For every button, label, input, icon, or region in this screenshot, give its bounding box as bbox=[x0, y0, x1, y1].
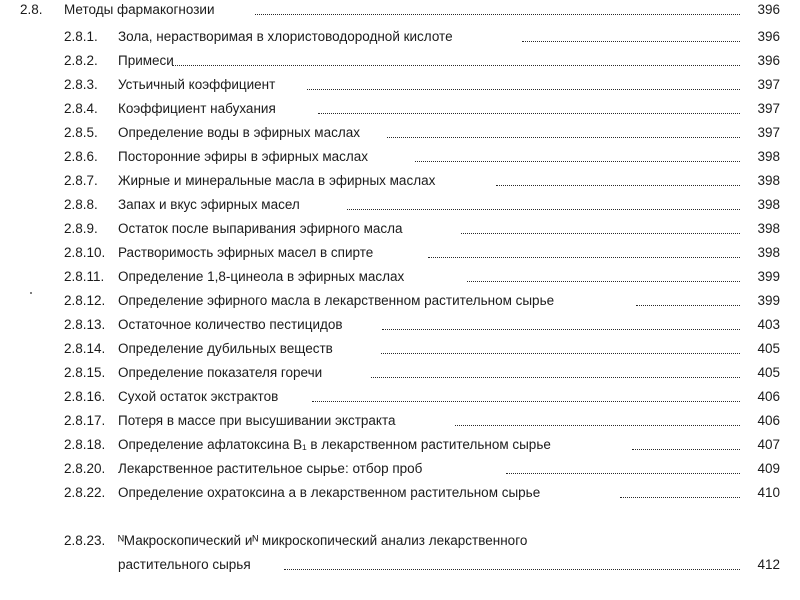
page-number: 406 bbox=[757, 389, 780, 404]
toc-entry bbox=[64, 363, 780, 383]
page-number: 410 bbox=[757, 485, 780, 500]
entry-title: Определение эфирного масла в лекарственном растительном сырье bbox=[118, 293, 555, 308]
leader-dots bbox=[382, 329, 740, 330]
toc-entry bbox=[64, 219, 780, 239]
entry-number: 2.8.20. bbox=[64, 461, 106, 476]
page-number: 405 bbox=[757, 365, 780, 380]
entry-number: 2.8.16. bbox=[64, 389, 106, 404]
leader-dots bbox=[461, 233, 740, 234]
page-number: 396 bbox=[757, 29, 780, 44]
leader-dots bbox=[347, 209, 740, 210]
stray-mark bbox=[30, 292, 32, 294]
toc-entry-continuation bbox=[64, 555, 780, 575]
entry-title: Потеря в массе при высушивании экстракта bbox=[118, 413, 396, 428]
page-number: 407 bbox=[757, 437, 780, 452]
section-title: Методы фармакогнозии bbox=[64, 2, 215, 17]
leader-dots bbox=[496, 185, 740, 186]
entry-title: ᴺМакроскопический иᴺ микроскопический анализ лекарственного bbox=[118, 533, 528, 548]
leader-dots bbox=[455, 425, 740, 426]
entry-number: 2.8.13. bbox=[64, 317, 106, 332]
entry-title: Запах и вкус эфирных масел bbox=[118, 197, 300, 212]
leader-dots bbox=[312, 401, 740, 402]
leader-dots bbox=[428, 257, 740, 258]
toc-entry bbox=[64, 27, 780, 47]
entry-title: Жирные и минеральные масла в эфирных маслах bbox=[118, 173, 436, 188]
entry-title: Определение воды в эфирных маслах bbox=[118, 125, 360, 140]
entry-number: 2.8.22. bbox=[64, 485, 106, 500]
page-number: 399 bbox=[757, 293, 780, 308]
entry-title: Коэффициент набухания bbox=[118, 101, 276, 116]
entry-number: 2.8.2. bbox=[64, 53, 98, 68]
entry-number: 2.8.23. bbox=[64, 533, 106, 548]
toc-entry bbox=[64, 291, 780, 311]
leader-dots bbox=[371, 377, 740, 378]
entry-title: Остаток после выпаривания эфирного масла bbox=[118, 221, 403, 236]
leader-dots bbox=[620, 497, 740, 498]
toc-section-row bbox=[20, 0, 780, 20]
leader-dots bbox=[415, 161, 740, 162]
page-number: 409 bbox=[757, 461, 780, 476]
leader-dots bbox=[506, 473, 740, 474]
page-number: 397 bbox=[757, 101, 780, 116]
page-number: 397 bbox=[757, 77, 780, 92]
leader-dots bbox=[307, 89, 740, 90]
toc-entry bbox=[64, 315, 780, 335]
entry-number: 2.8.4. bbox=[64, 101, 98, 116]
toc-entry bbox=[64, 123, 780, 143]
entry-title: Определение 1,8-цинеола в эфирных маслах bbox=[118, 269, 405, 284]
page-number: 406 bbox=[757, 413, 780, 428]
leader-dots bbox=[632, 449, 740, 450]
entry-title: Определение дубильных веществ bbox=[118, 341, 333, 356]
entry-number: 2.8.9. bbox=[64, 221, 98, 236]
toc-entry bbox=[64, 75, 780, 95]
entry-title: Остаточное количество пестицидов bbox=[118, 317, 343, 332]
page-number: 398 bbox=[757, 149, 780, 164]
entry-number: 2.8.11. bbox=[64, 269, 105, 284]
page-number: 403 bbox=[757, 317, 780, 332]
entry-number: 2.8.18. bbox=[64, 437, 106, 452]
toc-entry bbox=[64, 171, 780, 191]
page-number: 398 bbox=[757, 197, 780, 212]
entry-number: 2.8.7. bbox=[64, 173, 98, 188]
entry-number: 2.8.6. bbox=[64, 149, 98, 164]
entry-title: Зола, нерастворимая в хлористоводородной кислоте bbox=[118, 29, 453, 44]
toc-entry bbox=[64, 387, 780, 407]
entry-title: Растворимость эфирных масел в спирте bbox=[118, 245, 374, 260]
entry-number: 2.8.12. bbox=[64, 293, 106, 308]
leader-dots bbox=[381, 353, 740, 354]
entry-title-continuation: растительного сырья bbox=[118, 557, 251, 572]
entry-title: Определение афлатоксина B₁ в лекарственном растительном сырье bbox=[118, 437, 551, 452]
toc-entry bbox=[64, 147, 780, 167]
leader-dots bbox=[387, 137, 740, 138]
toc-entry bbox=[64, 243, 780, 263]
entry-number: 2.8.17. bbox=[64, 413, 106, 428]
page-number: 396 bbox=[757, 53, 780, 68]
entry-number: 2.8.15. bbox=[64, 365, 106, 380]
leader-dots bbox=[318, 113, 740, 114]
toc-entry bbox=[64, 531, 780, 551]
entry-number: 2.8.5. bbox=[64, 125, 98, 140]
entry-number: 2.8.8. bbox=[64, 197, 98, 212]
toc-entry bbox=[64, 435, 780, 455]
entry-title: Устьичный коэффициент bbox=[118, 77, 276, 92]
toc-entry bbox=[64, 339, 780, 359]
leader-dots bbox=[255, 14, 740, 15]
toc-entry bbox=[64, 99, 780, 119]
entry-number: 2.8.14. bbox=[64, 341, 106, 356]
toc-entry bbox=[64, 483, 780, 503]
leader-dots bbox=[467, 281, 740, 282]
leader-dots bbox=[284, 569, 740, 570]
leader-dots bbox=[636, 305, 740, 306]
entry-title: Примеси bbox=[118, 53, 174, 68]
entry-number: 2.8.10. bbox=[64, 245, 106, 260]
toc-entry bbox=[64, 459, 780, 479]
entry-number: 2.8.1. bbox=[64, 29, 98, 44]
leader-dots bbox=[522, 41, 740, 42]
toc-entry bbox=[64, 411, 780, 431]
section-number: 2.8. bbox=[20, 2, 43, 17]
page-number: 399 bbox=[757, 269, 780, 284]
entry-title: Сухой остаток экстрактов bbox=[118, 389, 279, 404]
page-number: 396 bbox=[757, 2, 780, 17]
toc-entry bbox=[64, 267, 780, 287]
toc-entry bbox=[64, 51, 780, 71]
page-number: 412 bbox=[757, 557, 780, 572]
entry-title: Определение охратоксина а в лекарственном растительном сырье bbox=[118, 485, 541, 500]
page-number: 398 bbox=[757, 221, 780, 236]
page-number: 398 bbox=[757, 173, 780, 188]
page-number: 397 bbox=[757, 125, 780, 140]
entry-title: Посторонние эфиры в эфирных маслах bbox=[118, 149, 369, 164]
page-number: 398 bbox=[757, 245, 780, 260]
entry-title: Определение показателя горечи bbox=[118, 365, 323, 380]
entry-number: 2.8.3. bbox=[64, 77, 98, 92]
toc-entry bbox=[64, 195, 780, 215]
leader-dots bbox=[172, 65, 740, 66]
page-number: 405 bbox=[757, 341, 780, 356]
entry-title: Лекарственное растительное сырье: отбор проб bbox=[118, 461, 423, 476]
